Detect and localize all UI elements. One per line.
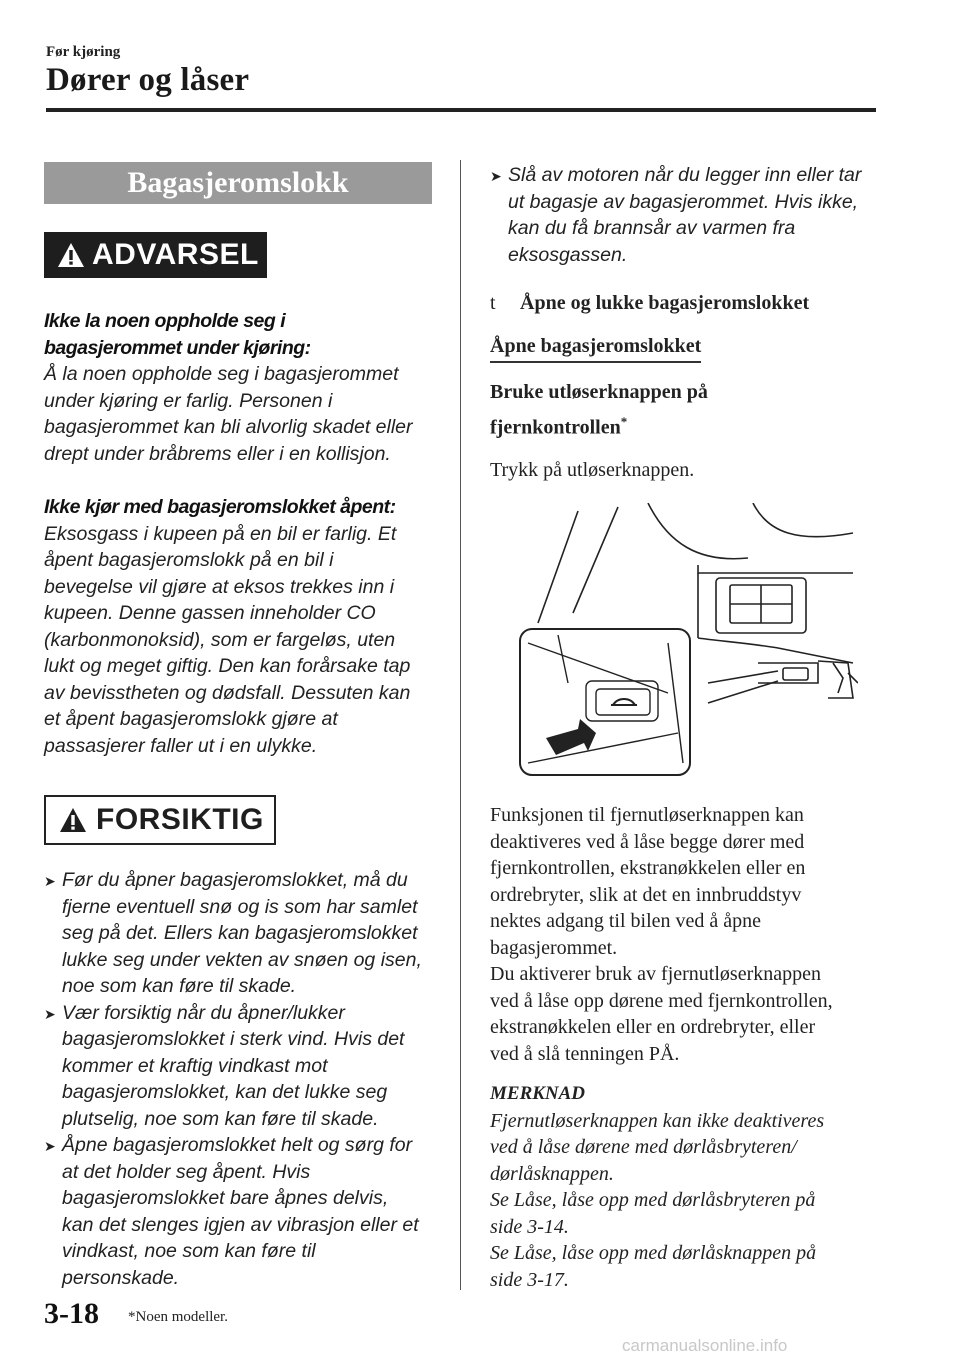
line: ordrebryter, slik at det en innbruddstyv [490,883,802,906]
bold-heading-line: Bruke utløserknappen på [490,381,708,403]
line: bagasjeromslokket bare åpnes delvis, [62,1187,389,1209]
remote-release-button-illustration [518,503,858,783]
line: Du aktiverer bruk av fjernutløserknappen [490,963,821,986]
line: et åpent bagasjeromslokk gjøre at [44,708,338,730]
line: åpent bagasjeromslokk på en bil i [44,549,334,571]
line: Å la noen oppholde seg i bagasjerommet [44,363,399,385]
line: bagasjeromslokket i sterk vind. Hvis det [62,1028,405,1050]
list-item [44,1132,434,1291]
instruction: Trykk på utløserknappen. [490,458,695,481]
right-column [490,162,882,1293]
line: ved å låse dørene med dørlåsbryteren/ [490,1136,797,1159]
left-column [44,162,434,1291]
line: ved å låse opp dørene med fjernkontrollen, [490,989,833,1012]
line: Se Låse, låse opp med dørlåsknappen på [490,1242,817,1265]
line: deaktiveres ved å låse begge dører med [490,830,805,853]
note-text [490,1108,882,1294]
line: personskade. [62,1266,180,1289]
watermark: carmanualsonline.info [622,1336,788,1355]
line: Eksosgass i kupeen på en bil er farlig. Et [44,522,397,545]
line: kupeen. Denne gassen inneholder CO [44,602,376,624]
arrow-bullet-icon: ➤ [490,168,502,184]
underline-heading: Åpne bagasjeromslokket [490,333,701,364]
warning-heading-1 [44,308,434,361]
line: eksosgassen. [508,243,628,266]
line: kan det slenges igjen av vibrasjon eller et [62,1213,419,1236]
warning-icon [56,241,86,269]
line: vindkast, noe som kan føre til [62,1240,316,1262]
warning-label: ADVARSEL [92,238,259,271]
line: under kjøring er farlig. Personen i [44,389,333,412]
line: at det holder seg åpent. Hvis [62,1160,311,1183]
warning-box [44,232,267,278]
line: lukt og meget giftig. Den kan forårsake tap [44,655,411,677]
line: (karbonmonoksid), som er fargeløs, uten [44,628,396,651]
line: ekstranøkkelen eller en ordrebryter, eller [490,1016,816,1039]
line: side 3-14. [490,1215,569,1238]
caution-icon [58,806,88,834]
line: side 3-17. [490,1268,569,1291]
page-title: Dører og låser [46,62,250,98]
line: Funksjonen til fjernutløserknappen kan [490,804,804,827]
line: noe som kan føre til skade. [62,975,297,997]
line: plutselig, noe som kan føre til skade. [62,1107,379,1130]
line: drept under bråbrems eller i en kollisjon. [44,442,391,465]
arrow-bullet-icon: ➤ [44,873,56,889]
body-text [490,802,882,1067]
line: fjerne eventuell snø og is som har samlet [62,895,418,918]
line: nektes adgang til bilen ved å åpne [490,910,762,933]
note-title: MERKNAD [490,1083,586,1105]
line: bagasjerommet kan bli alvorlig skadet eller [44,416,413,438]
line: bevegelse vil gjøre at eksos trekkes inn i [44,575,395,598]
warning-heading-1-text: Ikke la noen oppholde seg i bagasjerommet under kjøring: [44,310,311,359]
header-rule [46,108,876,112]
warning-heading-2: Ikke kjør med bagasjeromslokket åpent: [44,496,396,518]
sub-heading-marker: t [490,292,496,314]
column-divider [460,160,461,1290]
page-number: 3-18 [44,1297,99,1330]
section-title: Bagasjeromslokk [44,162,432,204]
line: fjernkontrollen, ekstranøkkelen eller en [490,857,806,880]
line: Vær forsiktig når du åpner/lukker [62,1001,345,1024]
line: bagasjeromslokket, kan det lukke seg [62,1081,388,1103]
list-item [44,1000,434,1133]
footnote: *Noen modeller. [128,1309,228,1325]
warning-content [44,308,434,759]
bold-heading-text: fjernkontrollen [490,416,621,439]
bold-heading [490,377,882,443]
line: ved å slå tenningen PÅ. [490,1042,680,1065]
sub-heading-text: Åpne og lukke bagasjeromslokket [520,292,810,314]
line: Fjernutløserknappen kan ikke deaktiveres [490,1109,825,1132]
line: dørlåsknappen. [490,1162,614,1185]
line: Slå av motoren når du legger inn eller tar [508,164,862,186]
warning-para-2 [44,521,434,760]
line: bagasjerommet. [490,936,618,959]
list-item [490,162,882,268]
bold-heading-line [490,407,882,443]
arrow-bullet-icon: ➤ [44,1005,56,1022]
list-item [44,867,434,1000]
line: Åpne bagasjeromslokket helt og sørg for [62,1134,413,1156]
line: av bevisstheten og dødsfall. Dessuten kan [44,681,411,704]
line: seg på det. Ellers kan bagasjeromslokket [62,922,418,944]
line: lukke seg under vekten av snøen og isen, [62,948,422,971]
line: Se Låse, låse opp med dørlåsbryteren på [490,1189,816,1212]
footnote-star: * [620,414,628,429]
sub-heading [490,290,882,317]
warning-para-1 [44,361,434,467]
line: Før du åpner bagasjeromslokket, må du [62,869,408,891]
header-section: Før kjøring [46,44,121,60]
caution-label: FORSIKTIG [96,803,264,836]
line: kommer et kraftig vindkast mot [62,1054,328,1077]
arrow-bullet-icon: ➤ [44,1138,56,1154]
line: ut bagasje av bagasjerommet. Hvis ikke, [508,190,859,213]
caution-bullets [44,867,434,1291]
line: passasjerer faller ut i en ulykke. [44,734,318,757]
caution-box [44,795,276,845]
line: kan du få brannsår av varmen fra [508,217,796,239]
